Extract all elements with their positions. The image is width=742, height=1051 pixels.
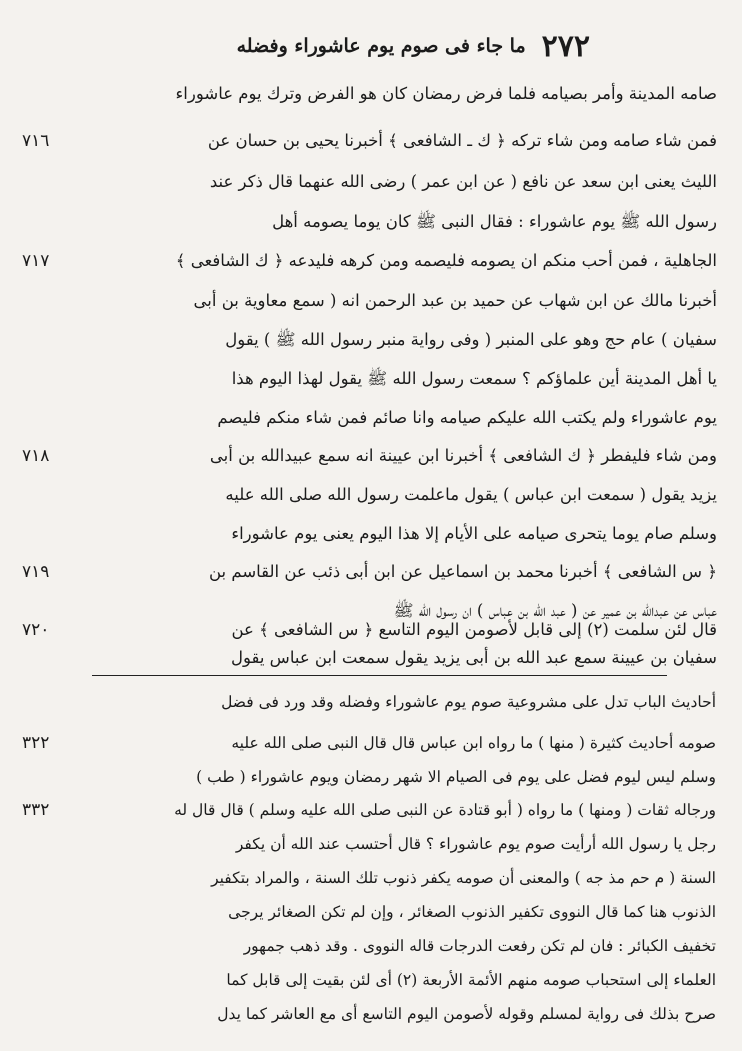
text-line: سفيان ) عام حج وهو على المنبر ( وفى رواية منبر رسول الله ﷺ ) يقول <box>225 330 717 349</box>
hadith-number: ٧١٩ <box>22 562 50 582</box>
note-number: ٣٣٢ <box>22 800 50 820</box>
hadith-number: ٧١٦ <box>22 131 50 151</box>
text-line: أخبرنا مالك عن ابن شهاب عن حميد بن عبد الرحمن انه ( سمع معاوية بن أبى <box>193 291 717 310</box>
page-number: ٢٧٢ <box>541 28 590 64</box>
text-line: يوم عاشوراء ولم يكتب الله عليكم صيامه وانا صائم فمن شاء منكم فليصم <box>217 408 717 427</box>
footnote-line: صرح بذلك فى رواية لمسلم وقوله لأصومن اليوم التاسع أى مع العاشر كما يدل <box>217 1005 716 1023</box>
text-line: قال لئن سلمت (٢) إلى قابل لأصومن اليوم التاسع ﴿ س الشافعى ﴾ عن <box>231 620 717 639</box>
footnote-line: صومه أحاديث كثيرة ( منها ) ما رواه ابن عباس قال قال النبى صلى الله عليه <box>231 734 716 752</box>
hadith-number: ٧٢٠ <box>22 620 50 640</box>
footnote-divider <box>92 675 667 676</box>
text-line: صامه المدينة وأمر بصيامه فلما فرض رمضان كان هو الفرض وترك يوم عاشوراء <box>175 84 717 103</box>
note-number: ٣٢٢ <box>22 733 50 753</box>
text-line: عباس عن عبدالله بن عمير عن ( عبد الله بن عباس ) ان رسول الله ﷺ <box>393 601 717 620</box>
page-header <box>150 26 590 66</box>
text-line: الليث يعنى ابن سعد عن نافع ( عن ابن عمر ) رضى الله عنهما قال ذكر عند <box>209 172 717 191</box>
footnote-line: ورجاله ثقات ( ومنها ) ما رواه ( أبو قتادة عن النبى صلى الله عليه وسلم ) قال قال له <box>174 801 716 819</box>
hadith-number: ٧١٨ <box>22 446 50 466</box>
text-line: يزيد يقول ( سمعت ابن عباس ) يقول ماعلمت رسول الله صلى الله عليه <box>225 485 717 504</box>
footnote-line: السنة ( م حم مذ جه ) والمعنى أن صومه يكفر ذنوب تلك السنة ، والمراد بتكفير <box>211 869 716 887</box>
footnote-line: رجل يا رسول الله أرأيت صوم يوم عاشوراء ؟ قال أحتسب عند الله أن يكفر <box>235 835 716 853</box>
text-line: فمن شاء صامه ومن شاء تركه ﴿ ك ـ الشافعى ﴾ أخبرنا يحيى بن حسان عن <box>207 131 717 150</box>
footnote-line: أحاديث الباب تدل على مشروعية صوم يوم عاشوراء وفضله وقد ورد فى فضل <box>221 693 716 711</box>
running-title: ما جاء فى صوم يوم عاشوراء وفضله <box>236 35 526 57</box>
text-line: ﴿ س الشافعى ﴾ أخبرنا محمد بن اسماعيل عن ابن أبى ذئب عن القاسم بن <box>208 562 717 581</box>
footnote-line: وسلم ليس ليوم فضل على يوم فى الصيام الا شهر رمضان ويوم عاشوراء ( طب ) <box>196 768 716 786</box>
text-line: وسلم صام يوما يتحرى صيامه على الأيام إلا هذا اليوم يعنى يوم عاشوراء <box>231 524 717 543</box>
footnote-line: العلماء إلى استحباب صومه منهم الأئمة الأربعة (٢) أى لئن بقيت إلى قابل كما <box>226 971 716 989</box>
text-line: يا أهل المدينة أين علماؤكم ؟ سمعت رسول الله ﷺ يقول لهذا اليوم هذا <box>231 369 717 388</box>
hadith-number: ٧١٧ <box>22 251 50 271</box>
text-line: سفيان بن عيينة سمع عبد الله بن أبى يزيد يقول سمعت ابن عباس يقول <box>230 648 717 667</box>
text-line: رسول الله ﷺ يوم عاشوراء : فقال النبى ﷺ كان يوما يصومه أهل <box>272 212 717 231</box>
footnote-line: تخفيف الكبائر : فان لم تكن رفعت الدرجات قاله النووى . وقد ذهب جمهور <box>243 937 716 955</box>
text-line: الجاهلية ، فمن أحب منكم ان يصومه فليصمه ومن كرهه فليدعه ﴿ ك الشافعى ﴾ <box>175 251 717 270</box>
footnote-line: الذنوب هنا كما قال النووى تكفير الذنوب الصغائر ، وإن لم تكن الصغائر يرجى <box>228 903 716 921</box>
text-line: ومن شاء فليفطر ﴿ ك الشافعى ﴾ أخبرنا ابن عيينة انه سمع عبيدالله بن أبى <box>209 446 717 465</box>
